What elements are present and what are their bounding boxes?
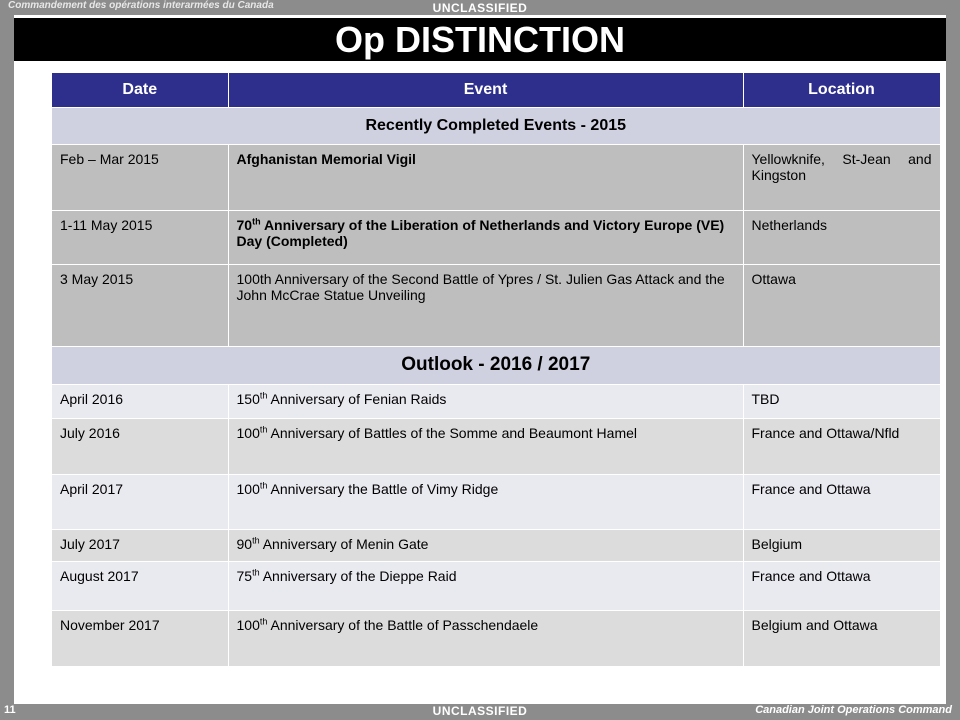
section-title-outlook: Outlook - 2016 / 2017: [52, 346, 940, 384]
page-number: 11: [4, 704, 16, 716]
event-ordinal: 100: [236, 480, 260, 497]
slide: [14, 15, 946, 704]
event-cell: [228, 610, 743, 666]
table-row: [52, 529, 940, 561]
table-row: [52, 418, 940, 474]
section-title-recent: Recently Completed Events - 2015: [52, 107, 940, 144]
location-cell: TBD: [743, 384, 940, 418]
date-cell: 3 May 2015: [52, 264, 228, 346]
location-cell: Yellowknife, St-Jean and Kingston: [743, 144, 940, 210]
location-cell: Belgium and Ottawa: [743, 610, 940, 666]
event-text: Anniversary of Battles of the Somme and Beaumont Hamel: [267, 424, 638, 441]
table-row: [52, 561, 940, 610]
event-ordinal: 70: [236, 216, 253, 233]
events-table: [52, 73, 941, 667]
date-cell: November 2017: [52, 610, 228, 666]
location-cell: France and Ottawa/Nfld: [743, 418, 940, 474]
event-text: Anniversary of the Battle of Passchendaele: [267, 616, 539, 633]
location-cell: Belgium: [743, 529, 940, 561]
event-cell: [228, 418, 743, 474]
event-cell: 100th Anniversary of the Second Battle of Ypres / St. Julien Gas Attack and the John McCrae Statue Unveiling: [228, 264, 743, 346]
event-ordinal-suffix: th: [259, 423, 268, 434]
date-cell: July 2016: [52, 418, 228, 474]
date-cell: April 2016: [52, 384, 228, 418]
event-ordinal-suffix: th: [252, 534, 260, 545]
classification-bottom: UNCLASSIFIED: [432, 704, 528, 718]
event-ordinal: 100: [236, 424, 260, 441]
location-cell: France and Ottawa: [743, 561, 940, 610]
event-ordinal-suffix: th: [252, 566, 260, 577]
table-row: [52, 210, 940, 264]
event-ordinal: 90: [236, 535, 253, 552]
event-ordinal: 75: [236, 567, 253, 584]
event-text: Anniversary of the Liberation of Netherlands and Victory Europe (VE) Day (Completed): [236, 216, 725, 249]
table-row: [52, 144, 940, 210]
table-row: [52, 610, 940, 666]
event-cell: [228, 474, 743, 529]
event-cell: [228, 210, 743, 264]
event-ordinal-suffix: th: [252, 215, 261, 226]
date-cell: 1-11 May 2015: [52, 210, 228, 264]
event-ordinal-suffix: th: [259, 389, 268, 400]
event-text: Anniversary of Fenian Raids: [267, 390, 447, 407]
location-cell: Ottawa: [743, 264, 940, 346]
event-ordinal-suffix: th: [259, 615, 268, 626]
event-text: Anniversary of Menin Gate: [259, 535, 429, 552]
section-row-outlook: [52, 346, 940, 384]
table-row: [52, 384, 940, 418]
date-cell: April 2017: [52, 474, 228, 529]
event-ordinal: 100: [236, 616, 260, 633]
event-text: Anniversary of the Dieppe Raid: [259, 567, 457, 584]
section-row-recent: [52, 107, 940, 144]
column-header-event: Event: [228, 73, 743, 107]
event-cell: [228, 561, 743, 610]
event-cell: Afghanistan Memorial Vigil: [228, 144, 743, 210]
event-ordinal-suffix: th: [259, 479, 268, 490]
table-row: [52, 264, 940, 346]
classification-top: UNCLASSIFIED: [432, 1, 528, 15]
column-header-date: Date: [52, 73, 228, 107]
date-cell: July 2017: [52, 529, 228, 561]
org-english-label: Canadian Joint Operations Command: [755, 704, 952, 716]
column-header-location: Location: [743, 73, 940, 107]
table-row: [52, 474, 940, 529]
table-header-row: [52, 73, 940, 107]
location-cell: Netherlands: [743, 210, 940, 264]
event-cell: [228, 384, 743, 418]
event-ordinal: 150: [236, 390, 260, 407]
slide-title: Op DISTINCTION: [14, 18, 946, 61]
event-text: Anniversary the Battle of Vimy Ridge: [267, 480, 499, 497]
event-cell: [228, 529, 743, 561]
date-cell: August 2017: [52, 561, 228, 610]
location-cell: France and Ottawa: [743, 474, 940, 529]
date-cell: Feb – Mar 2015: [52, 144, 228, 210]
org-french-label: Commandement des opérations interarmées du Canada: [8, 0, 274, 11]
